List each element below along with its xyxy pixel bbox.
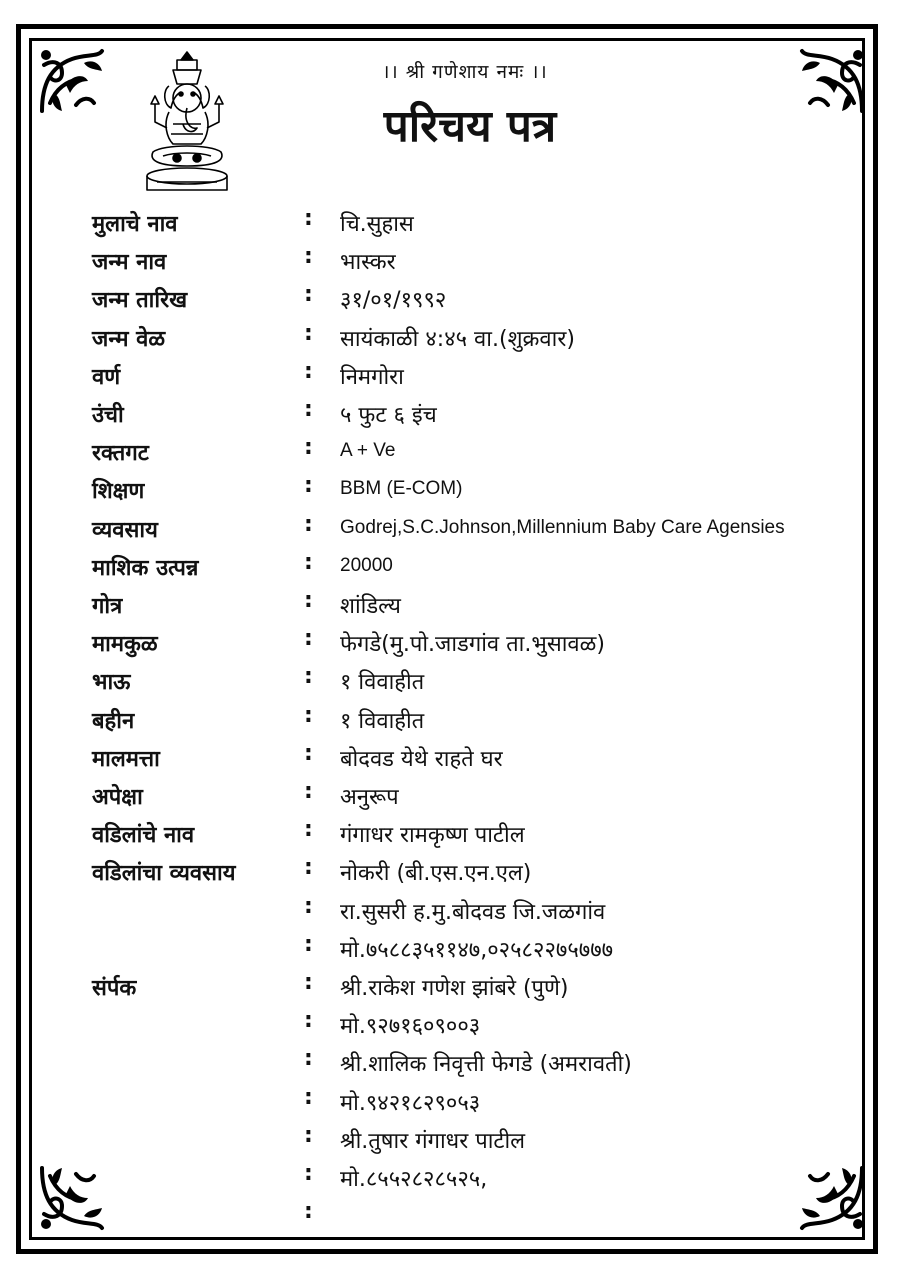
field-value: श्री.राकेश गणेश झांबरे (पुणे)	[340, 976, 569, 1001]
list-item	[0, 893, 904, 932]
corner-ornament-icon	[796, 45, 868, 117]
list-item	[0, 1163, 904, 1199]
field-separator: :	[304, 588, 313, 613]
field-separator: :	[304, 397, 313, 422]
list-item	[0, 781, 904, 817]
field-value: मो.८५५२८२८५२५,	[340, 1167, 488, 1192]
list-item	[0, 399, 904, 435]
field-separator: :	[304, 855, 313, 881]
list-item	[0, 666, 904, 702]
field-value: श्री.शालिक निवृत्ती फेगडे (अमरावती)	[340, 1052, 632, 1078]
field-separator: :	[304, 817, 313, 843]
list-item	[0, 857, 904, 893]
field-separator: :	[304, 282, 313, 308]
field-separator: :	[304, 1161, 313, 1186]
field-separator: :	[304, 473, 313, 499]
field-label: माशिक उत्पन्न	[92, 555, 199, 581]
field-separator: :	[304, 358, 313, 384]
field-separator: :	[304, 702, 313, 728]
field-value: मो.९२७१६०९००३	[340, 1014, 481, 1040]
list-item	[0, 819, 904, 855]
field-value: BBM (E-COM)	[340, 478, 463, 500]
field-value: ३१/०१/१९९२	[340, 288, 447, 314]
field-value: मो.९४२१८२९०५३	[340, 1090, 481, 1116]
field-separator: :	[304, 1046, 313, 1072]
list-item	[0, 628, 904, 664]
field-separator: :	[304, 1008, 313, 1034]
list-item	[0, 931, 904, 970]
list-item	[0, 358, 904, 397]
list-item	[0, 475, 904, 511]
field-label: मामकुळ	[92, 632, 158, 658]
field-label: मालमत्ता	[92, 746, 160, 772]
field-value: भास्कर	[340, 250, 396, 276]
list-item	[0, 511, 904, 550]
field-label: वडिलांचा व्यवसाय	[92, 861, 236, 887]
field-separator: :	[304, 511, 313, 537]
field-value: १ विवाहीत	[340, 670, 425, 696]
corner-ornament-icon	[36, 45, 108, 117]
list-item	[0, 208, 904, 244]
field-label: बहीन	[92, 708, 135, 734]
field-label: रक्तगट	[92, 441, 149, 467]
field-value: सायंकाळी ४:४५ वा.(शुक्रवार)	[340, 326, 575, 352]
field-separator: :	[304, 1199, 313, 1225]
list-item	[0, 549, 904, 588]
field-separator: :	[304, 1122, 313, 1148]
field-label: अपेक्षा	[92, 785, 143, 810]
field-separator: :	[304, 320, 313, 346]
field-separator: :	[304, 206, 313, 231]
field-separator: :	[304, 1084, 313, 1110]
field-value: रा.सुसरी ह.मु.बोदवड जि.जळगांव	[340, 899, 606, 925]
field-label: वर्ण	[92, 364, 121, 390]
field-label: भाऊ	[92, 670, 131, 696]
list-item	[0, 1084, 904, 1123]
field-separator: :	[304, 244, 313, 270]
field-separator: :	[304, 740, 313, 766]
field-value: १ विवाहीत	[340, 708, 425, 734]
field-value: गंगाधर रामकृष्ण पाटील	[340, 823, 525, 849]
field-value: फेगडे(मु.पो.जाडगांव ता.भुसावळ)	[340, 632, 605, 658]
field-label: शिक्षण	[92, 479, 145, 505]
field-value: श्री.तुषार गंगाधर पाटील	[340, 1128, 526, 1154]
field-separator: :	[304, 626, 313, 652]
field-label: गोत्र	[92, 594, 123, 619]
field-label: व्यवसाय	[92, 517, 158, 543]
field-value: A + Ve	[340, 440, 396, 462]
field-value: अनुरूप	[340, 785, 399, 810]
field-value: बोदवड येथे राहते घर	[340, 746, 503, 772]
field-value: 20000	[340, 554, 393, 576]
list-item	[0, 284, 904, 320]
field-label: जन्म नाव	[92, 250, 167, 276]
field-value: चि.सुहास	[340, 212, 414, 237]
list-item	[0, 1048, 904, 1084]
invocation-text: ।। श्री गणेशाय नमः ।।	[382, 61, 548, 83]
field-separator: :	[304, 970, 313, 995]
field-label: संर्पक	[92, 976, 137, 1001]
field-label: मुलाचे नाव	[92, 212, 178, 237]
field-separator: :	[304, 664, 313, 690]
field-separator: :	[304, 435, 313, 461]
field-value: ५ फुट ६ इंच	[340, 403, 437, 428]
field-value: मो.७५८८३५११४७,०२५८२२७५७७७	[340, 937, 614, 963]
field-value: Godrej,S.C.Johnson,Millennium Baby Care Agensies	[340, 516, 785, 538]
list-item	[0, 1010, 904, 1046]
list-item	[0, 1122, 904, 1161]
field-label: जन्म तारिख	[92, 288, 188, 314]
field-label: जन्म वेळ	[92, 326, 166, 352]
list-item	[0, 246, 904, 282]
field-value: निमगोरा	[340, 364, 404, 390]
list-item	[0, 702, 904, 741]
field-value: शांडिल्य	[340, 594, 401, 619]
list-item	[0, 437, 904, 473]
field-label: वडिलांचे नाव	[92, 823, 195, 849]
field-label: उंची	[92, 403, 124, 428]
field-separator: :	[304, 931, 313, 957]
ganesha-icon	[133, 48, 241, 198]
list-item	[0, 972, 904, 1008]
field-value: नोकरी (बी.एस.एन.एल)	[340, 861, 532, 887]
page-title: परिचय पत्र	[383, 101, 557, 152]
list-item	[0, 590, 904, 626]
field-separator: :	[304, 893, 313, 919]
list-item	[0, 740, 904, 779]
list-item	[0, 320, 904, 359]
field-separator: :	[304, 779, 313, 804]
field-separator: :	[304, 549, 313, 575]
list-item	[0, 1201, 904, 1237]
